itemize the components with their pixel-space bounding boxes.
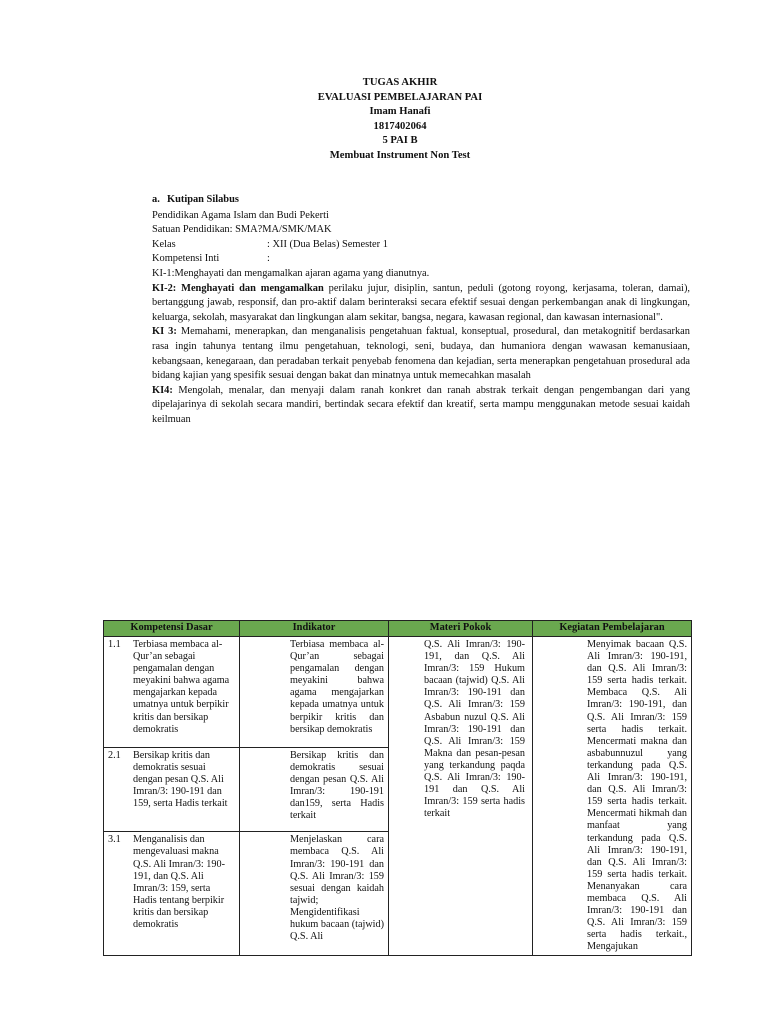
student-name: Imam Hanafi — [369, 106, 431, 118]
column-header-kompetensi-dasar: Kompetensi Dasar — [104, 621, 240, 637]
kd-text: Terbiasa membaca al-Qur’an sebagai pengamalan dengan meyakini bahwa agama mengajarkan kepada umatnya untuk berpikir kritis dan bersikap demokratis — [133, 639, 230, 735]
indikator-text: Terbiasa membaca al-Qur’an sebagai pengamalan dengan meyakini bahwa agama mengajarkan kepada umatnya untuk berpikir kritis dan bersikap demokratis — [290, 639, 384, 735]
kd-text: Bersikap kritis dan demokratis sesuai dengan pesan Q.S. Ali Imran/3: 190-191 dan 159, serta Hadis terkait — [133, 749, 228, 810]
core-competence-line — [152, 252, 690, 267]
ki2-label: KI-2: Menghayati dan mengamalkan — [152, 282, 324, 294]
ki3-label: KI 3: — [152, 326, 177, 338]
ki1-paragraph: KI-1:Menghayati dan mengamalkan ajaran agama yang dianutnya. — [152, 267, 430, 279]
syllabus-table — [103, 620, 692, 956]
kd-number: 3.1 — [108, 834, 121, 846]
syllabus-section — [152, 193, 690, 428]
core-competence-value: : — [267, 253, 270, 265]
table-header-row — [104, 621, 692, 637]
section-heading — [152, 193, 690, 208]
ki2-text: perilaku jujur, disiplin, santun, peduli (gotong royong, kerjasama, toleran, damai), bertanggung jawab, responsif, dan pro-aktif dalam berinteraksi secara efektif sesuai dengan perkembangan anak di lingkungan, keluarga, sekolah, masyarakat dan lingkungan alam sekitar, bangsa, negara, kawasan regional, dan kawasan internasional". — [152, 282, 691, 323]
course-title: EVALUASI PEMBELAJARAN PAI — [317, 91, 483, 103]
kd-number: 2.1 — [108, 749, 121, 761]
ki3-paragraph — [152, 325, 690, 383]
materi-pokok-text: Q.S. Ali Imran/3: 190-191, dan Q.S. Ali Imran/3: 159 Hukum bacaan (tajwid) Q.S. Ali Imran/3: 190-191 dan Q.S. Ali Imran/3: 159 Asbabun nuzul Q.S. Ali Imran/3: 190-191 dan Q.S. Ali Imran/3: 159 Makna dan pesan-pesan yang terkandung paqda Q.S. Ali Imran/3: 190-191 dan Q.S. Ali Imran/3: 159 serta hadis terkait — [424, 639, 525, 820]
ki2-paragraph — [152, 282, 690, 326]
indikator-text: Bersikap kritis dan demokratis sesuai dengan pesan Q.S. Ali Imran/3: 190-191 dan159, serta Hadis terkait — [290, 749, 384, 822]
indikator-cell — [240, 832, 389, 956]
section-title: Kutipan Silabus — [167, 194, 239, 205]
ki3-text: Memahami, menerapkan, dan menganalisis pengetahuan faktual, konseptual, prosedural, dan metakognitif berdasarkan rasa ingin tahunya tentang ilmu pengetahuan, teknologi, seni, budaya, dan humaniora dengan wawasan kemanusiaan, kebangsaan, kenegaraan, dan peradaban terkait penyebab fenomena dan kejadian, serta menerapkan pengetahuan prosedural ada bidang kajian yang spesifik sesuai dengan bakat dan minatnya untuk memecahkan masalah — [152, 326, 690, 382]
kd-text: Menganalisis dan mengevaluasi makna Q.S. Ali Imran/3: 190-191, dan Q.S. Ali Imran/3: 159, serta Hadis tentang berpikir kritis dan bersikap demokratis — [133, 834, 225, 931]
indikator-cell — [240, 747, 389, 832]
class-line — [152, 238, 690, 253]
subject-line: Pendidikan Agama Islam dan Budi Pekerti — [152, 209, 329, 221]
class-value: : XII (Dua Belas) Semester 1 — [267, 238, 388, 250]
materi-pokok-cell — [389, 637, 533, 956]
kegiatan-text: Menyimak bacaan Q.S. Ali Imran/3: 190-191, dan Q.S. Ali Imran/3: 159 serta hadis terkait. Membaca Q.S. Ali Imran/3: 190-191, dan Q.S. Ali Imran/3: 159 serta hadis terkait. Mencermati makna dan asbabunnuzul yang terkandung pada Q.S. Ali Imran/3: 190-191, dan Q.S. Ali Imran/3: 159 serta hadis terkait. Mencermati hikmah dan manfaat yang terkandung pada Q.S. Ali Imran/3: 190-191, dan Q.S. Ali Imran/3: 159 serta hadis terkait. Menanyakan cara membaca Q.S. Ali Imran/3: 190-191 dan Q.S. Ali Imran/3: 159 serta hadis terkait., Mengajukan — [587, 639, 687, 953]
kd-cell — [104, 832, 240, 956]
school-unit-line: Satuan Pendidikan: SMA?MA/SMK/MAK — [152, 224, 332, 236]
kd-cell — [104, 747, 240, 832]
column-header-kegiatan-pembelajaran: Kegiatan Pembelajaran — [533, 621, 692, 637]
table-row — [104, 637, 692, 748]
class-name: 5 PAI B — [382, 135, 418, 147]
indikator-text: Menjelaskan cara membaca Q.S. Ali Imran/3: 190-191 dan Q.S. Ali Imran/3: 159 sesuai dengan kaidah tajwid; Mengidentifikasi hukum bacaan (tajwid) Q.S. Ali — [290, 834, 384, 943]
assignment-subtitle: Membuat Instrument Non Test — [329, 149, 471, 161]
kd-cell — [104, 637, 240, 748]
column-header-materi-pokok: Materi Pokok — [389, 621, 533, 637]
kd-number: 1.1 — [108, 639, 121, 650]
indikator-cell — [240, 637, 389, 748]
ki4-paragraph — [152, 384, 690, 428]
core-competence-label: Kompetensi Inti — [152, 253, 220, 265]
assignment-title: TUGAS AKHIR — [362, 77, 438, 88]
ki4-label: KI4: — [152, 384, 173, 396]
student-id: 1817402064 — [373, 120, 427, 132]
column-header-indikator: Indikator — [240, 621, 389, 637]
document-header — [0, 76, 768, 164]
ki4-text: Mengolah, menalar, dan menyaji dalam ranah konkret dan ranah abstrak terkait dengan pengembangan dari yang dipelajarinya di sekolah secara mandiri, bertindak secara efektif dan kreatif, serta mampu menggunakan metode sesuai kaidah keilmuan — [152, 384, 690, 425]
kegiatan-cell — [533, 637, 692, 956]
section-letter: a. — [152, 194, 160, 205]
class-label: Kelas — [152, 238, 176, 250]
